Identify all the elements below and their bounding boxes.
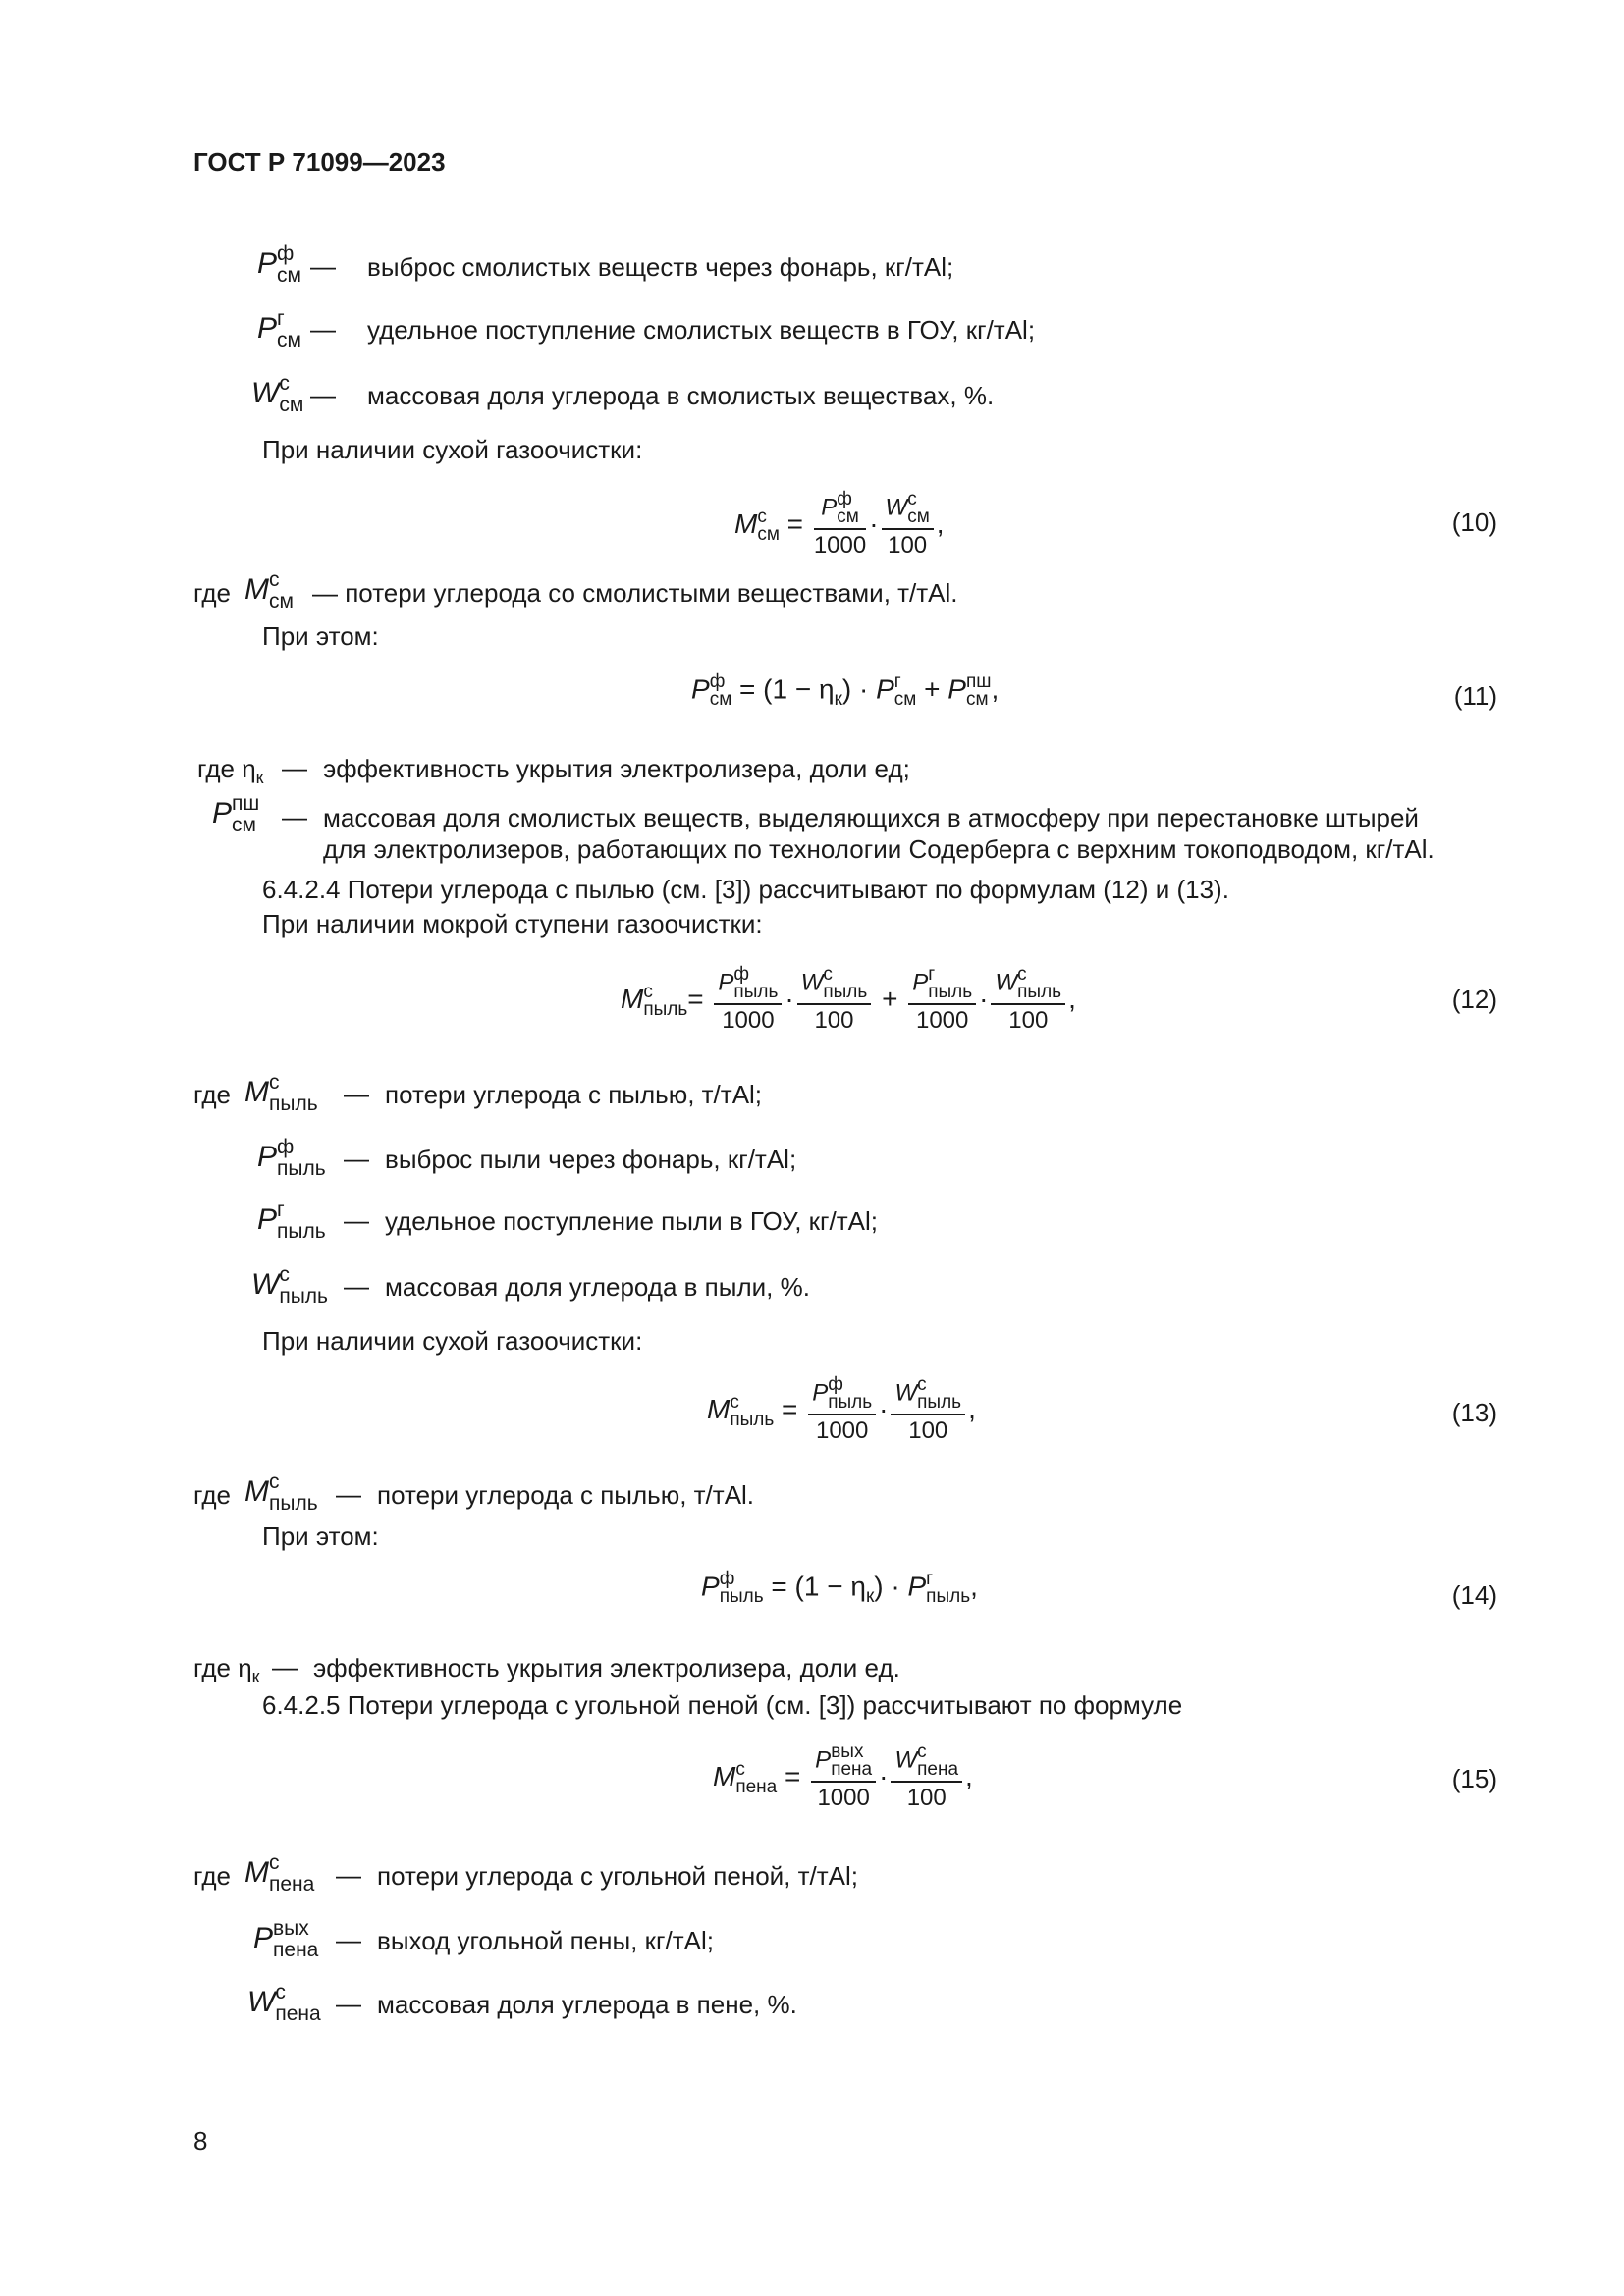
dash: — [310, 380, 336, 409]
dash: — [272, 1652, 298, 1682]
equation-number: (15) [1451, 1764, 1497, 1793]
symbol-m-c-foam: M с пена [244, 1851, 315, 1896]
definition-text: потери углерода с пылью, т/тAl. [377, 1480, 755, 1510]
dash: — [282, 802, 307, 831]
formula-15: M с пена = P вых пена 1000 · W с пена 100 , [713, 1741, 973, 1811]
definition-text: удельное поступление смолистых веществ в ГОУ, кг/тAl; [367, 315, 1036, 345]
where-label: где [193, 1861, 231, 1891]
definition-text: для электролизеров, работающих по технологии Содерберга с верхним токоподводом, кг/тAl. [323, 834, 1435, 864]
symbol-p-ph-dust: P ф пыль [257, 1136, 326, 1180]
paragraph: При этом: [262, 621, 379, 651]
where-label: где $\eta_к$ [193, 1653, 260, 1687]
symbol-p-g-sm: P г см [257, 307, 301, 351]
where-label: где [193, 1480, 231, 1510]
dash: — [344, 1205, 369, 1235]
definition-text: эффективность укрытия электролизера, доли ед; [323, 754, 910, 783]
symbol-w-c-sm: W с см [251, 372, 304, 416]
symbol-m-c-dust: M с пыль [244, 1470, 318, 1515]
dash: — [282, 753, 307, 782]
dash: — [344, 1079, 369, 1108]
paragraph: 6.4.2.4 Потери углерода с пылью (см. [3]) рассчитывают по формулам (12) и (13). [262, 875, 1229, 904]
definition-text: массовая доля углерода в пыли, %. [385, 1272, 810, 1302]
paragraph: 6.4.2.5 Потери углерода с угольной пеной (см. [3]) рассчитывают по формуле [262, 1690, 1183, 1720]
dash: — [336, 1860, 361, 1890]
formula-10: M с см = P ф см 1000 · W с см 100 , [734, 489, 945, 559]
symbol-p-ph-sm: P ф см [257, 242, 301, 287]
paragraph: При этом: [262, 1522, 379, 1551]
equation-number: (11) [1453, 681, 1497, 711]
symbol-m-c-dust: M с пыль [244, 1071, 318, 1115]
dash: — [336, 1925, 361, 1954]
where-label: где $\eta_к$ [197, 754, 264, 788]
page-number: 8 [193, 2126, 208, 2156]
symbol-p-out-foam: P вых пена [253, 1917, 319, 1961]
dash: — [344, 1271, 369, 1301]
paragraph: При наличии сухой газоочистки: [262, 1326, 643, 1356]
dash: — [344, 1144, 369, 1173]
definition-text: выброс пыли через фонарь, кг/тAl; [385, 1145, 797, 1174]
dash: — [310, 251, 336, 281]
dash: — [310, 314, 336, 344]
definition-text: выброс смолистых веществ через фонарь, кг/тAl; [367, 252, 954, 282]
definition-text: потери углерода с пылью, т/тAl; [385, 1080, 763, 1109]
definition-text: потери углерода с угольной пеной, т/тAl; [377, 1861, 859, 1891]
definition-text: эффективность укрытия электролизера, доли ед. [313, 1653, 900, 1682]
symbol-p-psh-sm: P пш см [212, 792, 260, 836]
equation-number: (12) [1451, 985, 1497, 1014]
symbol-w-c-dust: W с пыль [251, 1263, 328, 1308]
dash: — [336, 1989, 361, 2018]
formula-11: P ф см = $(1 - \eta_к) \cdot P$ г см + P пш см , [691, 671, 1000, 710]
formula-14: P ф пыль = $(1 - \eta_к) \cdot P$ г пыль , [701, 1569, 978, 1607]
definition-text: выход угольной пены, кг/тAl; [377, 1926, 714, 1955]
dash: — [336, 1479, 361, 1509]
equation-number: (10) [1451, 507, 1497, 537]
symbol-w-c-foam: W с пена [247, 1981, 321, 2025]
where-label: где [193, 578, 231, 608]
paragraph: При наличии сухой газоочистки: [262, 435, 643, 464]
equation-number: (14) [1451, 1580, 1497, 1610]
definition-text: удельное поступление пыли в ГОУ, кг/тAl; [385, 1206, 878, 1236]
definition-text: массовая доля углерода в пене, %. [377, 1990, 797, 2019]
symbol-m-c-sm: M с см [244, 568, 294, 613]
paragraph: При наличии мокрой ступени газоочистки: [262, 909, 763, 938]
equation-number: (13) [1451, 1398, 1497, 1427]
symbol-p-g-dust: P г пыль [257, 1199, 326, 1243]
definition-text: — потери углерода со смолистыми веществами, т/тAl. [312, 578, 958, 608]
formula-12: M с пыль = P ф пыль 1000 · W с пыль 100 + P г пыль 1000 · W с пыль 100 , [621, 964, 1076, 1034]
definition-text: массовая доля углерода в смолистых веществах, %. [367, 381, 995, 410]
where-label: где [193, 1080, 231, 1109]
formula-13: M с пыль = P ф пыль 1000 · W с пыль 100 , [707, 1374, 976, 1444]
document-header: ГОСТ Р 71099—2023 [193, 147, 446, 177]
definition-text: массовая доля смолистых веществ, выделяющихся в атмосферу при перестановке штырей [323, 803, 1419, 832]
